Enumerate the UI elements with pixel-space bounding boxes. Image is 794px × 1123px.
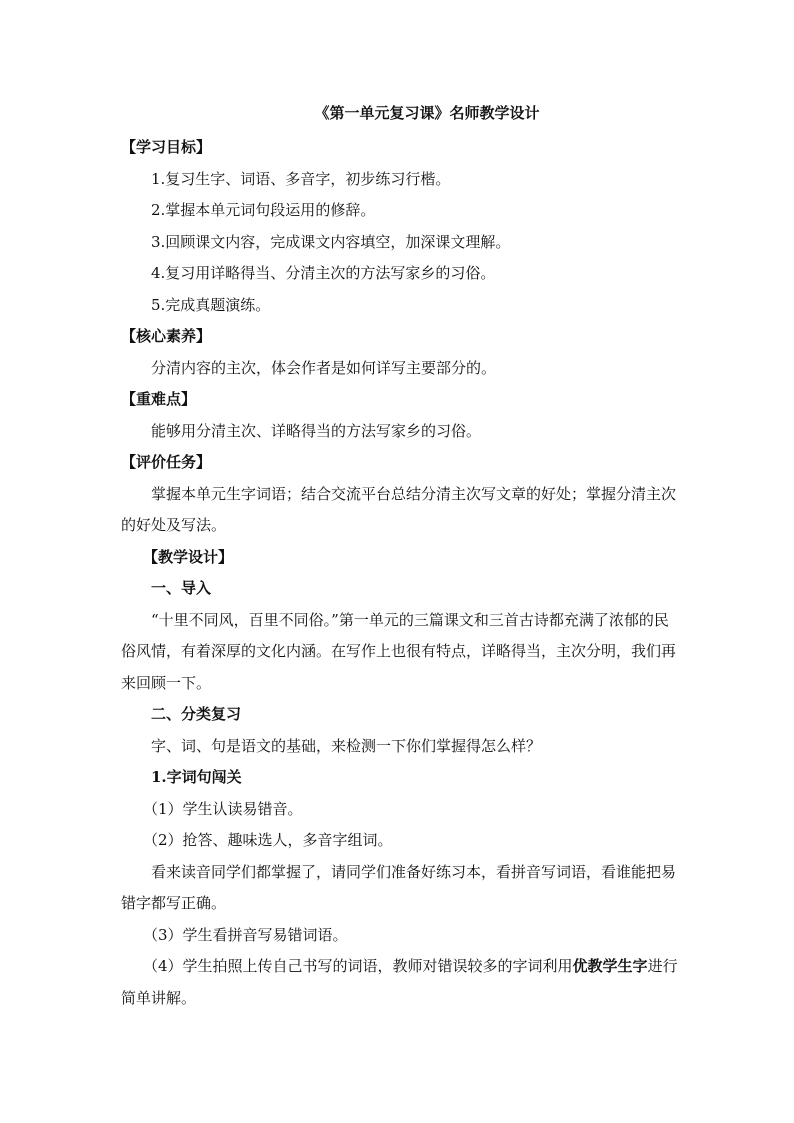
step4-pre: （4）学生拍照上传自己书写的词语，教师对错误较多的字词利用 bbox=[143, 957, 573, 975]
document-title: 《第一单元复习课》名师教学设计 bbox=[314, 104, 540, 122]
objective-item: 3.回顾课文内容，完成课文内容填空，加深课文理解。 bbox=[151, 232, 511, 251]
part2-heading: 二、分类复习 bbox=[151, 705, 242, 723]
objective-item: 4.复习用详略得当、分清主次的方法写家乡的习俗。 bbox=[151, 264, 496, 282]
literacy-text: 分清内容的主次，体会作者是如何详写主要部分的。 bbox=[151, 358, 497, 377]
literacy-heading: 【核心素养】 bbox=[121, 327, 212, 345]
step-item: （2）抢答、趣味选人，多音字组词。 bbox=[143, 831, 393, 849]
objectives-heading: 【学习目标】 bbox=[121, 138, 212, 156]
design-heading: 【教学设计】 bbox=[143, 547, 234, 566]
difficulty-text: 能够用分清主次、详略得当的方法写家乡的习俗。 bbox=[151, 421, 482, 440]
step4-highlight: 优教学生字 bbox=[572, 957, 648, 975]
objective-item: 5.完成真题演练。 bbox=[151, 295, 271, 314]
part1-text: “十里不同风，百里不同俗。”第一单元的三篇课文和三首古诗都充满了浓郁的民俗风情，有着深厚的文化内涵。在写作上也很有特点，详略得当，主次分明，我们再来回顾一下。 bbox=[121, 610, 677, 692]
step-item: （1）学生认读易错音。 bbox=[143, 799, 303, 818]
step4-post: 进行简单讲解。 bbox=[121, 957, 678, 1007]
evaluation-text: 掌握本单元生字词语；结合交流平台总结分清主次写文章的好处；掌握分清主次的好处及写法。 bbox=[121, 484, 677, 534]
objective-item: 2.掌握本单元词句段运用的修辞。 bbox=[151, 201, 376, 219]
step-item: （3）学生看拼音写易错词语。 bbox=[143, 925, 348, 944]
step4-paragraph bbox=[121, 951, 681, 1014]
part2-intro: 字、词、句是语文的基础，来检测一下你们掌握得怎么样？ bbox=[151, 736, 542, 755]
difficulty-heading: 【重难点】 bbox=[121, 390, 197, 408]
evaluation-heading: 【评价任务】 bbox=[121, 453, 212, 471]
step-paragraph: 看来读音同学们都掌握了，请同学们准备好练习本，看拼音写词语，看谁能把易错字都写正确。 bbox=[121, 862, 677, 912]
part1-heading: 一、导入 bbox=[151, 579, 212, 597]
document-body bbox=[121, 98, 681, 1014]
objective-item: 1.复习生字、词语、多音字，初步练习行楷。 bbox=[151, 169, 451, 188]
sub1-heading: 1.字词句闯关 bbox=[151, 768, 242, 786]
